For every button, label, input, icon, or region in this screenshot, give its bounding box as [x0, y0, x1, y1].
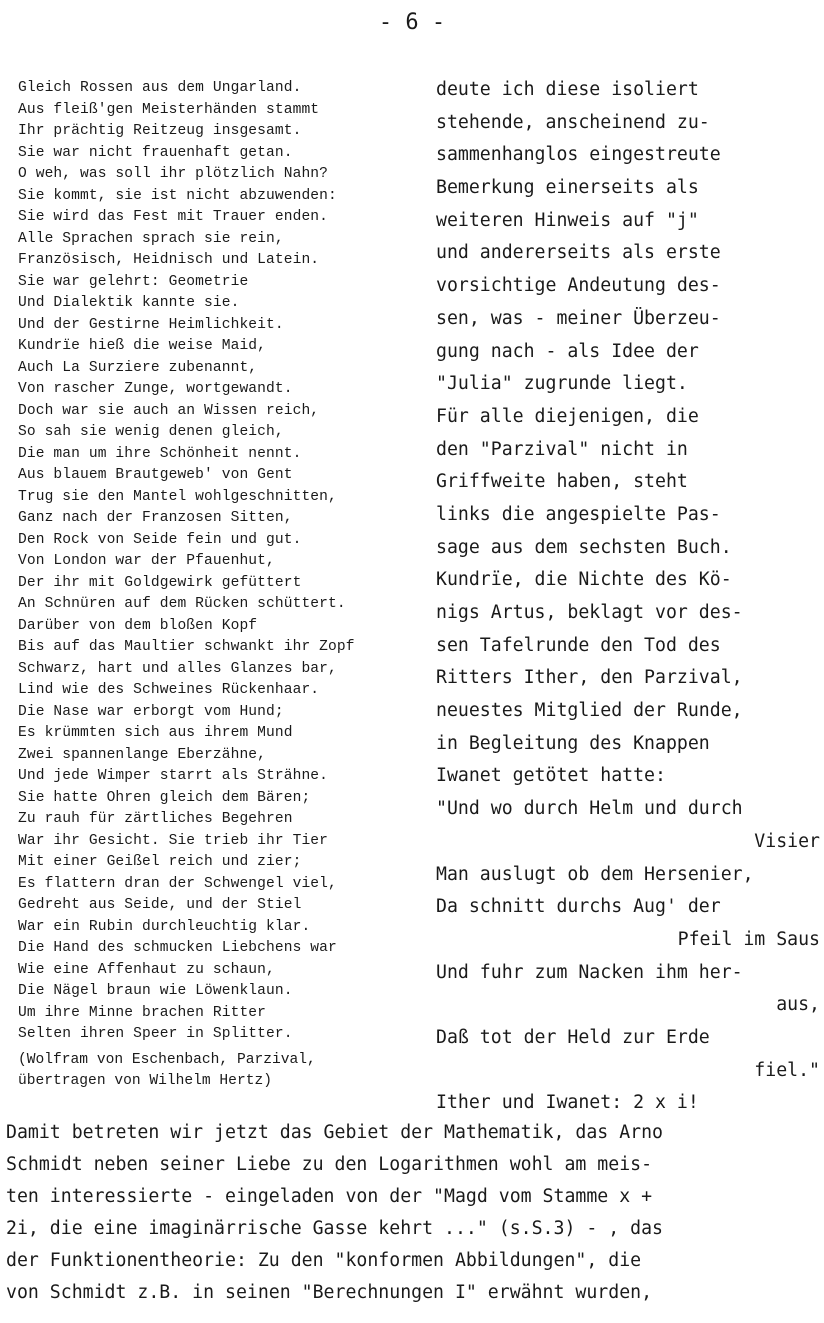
poem-line: Die Nase war erborgt vom Hund;	[18, 703, 284, 720]
poem-line: War ein Rubin durchleuchtig klar.	[18, 918, 311, 935]
poem-citation	[18, 1050, 430, 1092]
poem-line: Trug sie den Mantel wohlgeschnitten,	[18, 488, 337, 505]
commentary-line: vorsichtige Andeutung des-	[436, 275, 721, 297]
commentary-line: sammenhanglos eingestreute	[436, 144, 721, 166]
poem-line: Selten ihren Speer in Splitter.	[18, 1026, 293, 1042]
commentary-line: links die angespielte Pas-	[436, 503, 721, 525]
poem-line: War ihr Gesicht. Sie trieb ihr Tier	[18, 832, 329, 849]
poem-line: Zu rauh für zärtliches Begehren	[18, 811, 293, 827]
poem-line: Mit einer Geißel reich und zier;	[18, 854, 302, 870]
poem-line: Den Rock von Seide fein und gut.	[18, 531, 302, 548]
poem-line: Um ihre Minne brachen Ritter	[18, 1004, 267, 1021]
poem-line: Und Dialektik kannte sie.	[18, 295, 240, 311]
commentary-line: Bemerkung einerseits als	[436, 177, 699, 199]
commentary-line: neuestes Mitglied der Runde,	[436, 700, 743, 722]
commentary-column	[436, 74, 820, 1120]
body-line: von Schmidt z.B. in seinen "Berechnungen I" erwähnt wurden,	[6, 1282, 653, 1303]
commentary-line: "Julia" zugrunde liegt.	[436, 373, 688, 395]
commentary-line: weiteren Hinweis auf "j"	[436, 209, 699, 231]
poem-line: Aus blauem Brautgeweb' von Gent	[18, 467, 293, 483]
commentary-line: Visier	[754, 830, 820, 852]
poem-line: Von rascher Zunge, wortgewandt.	[18, 381, 293, 397]
poem-line: Es krümmten sich aus ihrem Mund	[18, 725, 293, 741]
commentary-line: Pfeil im Saus	[677, 928, 820, 950]
commentary-line: den "Parzival" nicht in	[436, 438, 688, 460]
poem-line: Gedreht aus Seide, und der Stiel	[18, 897, 302, 913]
poem-line: Aus fleiß'gen Meisterhänden stammt	[18, 101, 320, 118]
body-line: 2i, die eine imaginärrische Gasse kehrt ..." (s.S.3) - , das	[6, 1218, 663, 1239]
poem-line: Lind wie des Schweines Rückenhaar.	[18, 682, 320, 698]
body-line: ten interessierte - eingeladen von der "Magd vom Stamme x +	[6, 1186, 653, 1207]
poem-line: Schwarz, hart und alles Glanzes bar,	[18, 660, 337, 677]
poem-line: Sie war nicht frauenhaft getan.	[18, 144, 293, 161]
poem-line: Sie hatte Ohren gleich dem Bären;	[18, 789, 311, 806]
commentary-line: Ither und Iwanet: 2 x i!	[436, 1092, 699, 1114]
commentary-line: nigs Artus, beklagt vor des-	[436, 602, 743, 623]
poem-line: Sie kommt, sie ist nicht abzuwenden:	[18, 187, 337, 204]
commentary-line: sen Tafelrunde den Tod des	[436, 634, 721, 656]
commentary-line: Griffweite haben, steht	[436, 471, 688, 493]
poem-line: Gleich Rossen aus dem Ungarland.	[18, 80, 302, 96]
commentary-line: in Begleitung des Knappen	[436, 732, 710, 754]
poem-line: Die Nägel braun wie Löwenklaun.	[18, 983, 293, 999]
poem-column	[18, 78, 430, 1046]
commentary-line: "Und wo durch Helm und durch	[436, 798, 743, 820]
poem-line: An Schnüren auf dem Rücken schüttert.	[18, 596, 346, 612]
poem-line: So sah sie wenig denen gleich,	[18, 424, 284, 440]
poem-line: Von London war der Pfauenhut,	[18, 553, 275, 569]
poem-line: Die Hand des schmucken Liebchens war	[18, 940, 337, 956]
commentary-line: Daß tot der Held zur Erde	[436, 1026, 710, 1048]
poem-line: Bis auf das Maultier schwankt ihr Zopf	[18, 639, 355, 655]
poem-line: Und der Gestirne Heimlichkeit.	[18, 316, 284, 333]
body-line: Schmidt neben seiner Liebe zu den Logarithmen wohl am meis-	[6, 1154, 653, 1175]
poem-line: Kundrïe hieß die weise Maid,	[18, 338, 267, 354]
commentary-line: und andererseits als erste	[436, 242, 721, 264]
poem-line: Zwei spannenlange Eberzähne,	[18, 746, 267, 763]
commentary-line: Iwanet getötet hatte:	[436, 765, 666, 787]
commentary-line: Da schnitt durchs Aug' der	[436, 896, 721, 918]
commentary-line: Man auslugt ob dem Hersenier,	[436, 863, 754, 885]
commentary-line: Kundrïe, die Nichte des Kö-	[436, 569, 732, 591]
commentary-line: sen, was - meiner Überzeu-	[436, 307, 721, 329]
commentary-line: aus,	[776, 994, 820, 1016]
poem-line: Sie war gelehrt: Geometrie	[18, 273, 249, 290]
poem-line: O weh, was soll ihr plötzlich Nahn?	[18, 166, 329, 182]
body-paragraph	[6, 1117, 820, 1309]
body-line: Damit betreten wir jetzt das Gebiet der Mathematik, das Arno	[6, 1122, 663, 1143]
poem-line: Alle Sprachen sprach sie rein,	[18, 230, 284, 247]
body-line: der Funktionentheorie: Zu den "konformen Abbildungen", die	[6, 1250, 642, 1271]
poem-line: Der ihr mit Goldgewirk gefüttert	[18, 574, 302, 591]
poem-line: Auch La Surziere zubenannt,	[18, 359, 258, 376]
commentary-line: stehende, anscheinend zu-	[436, 111, 710, 133]
commentary-line: deute ich diese isoliert	[436, 79, 699, 100]
commentary-line: Ritters Ither, den Parzival,	[436, 667, 743, 689]
poem-line: Sie wird das Fest mit Trauer enden.	[18, 209, 329, 225]
poem-line: Wie eine Affenhaut zu schaun,	[18, 961, 275, 978]
poem-line: Ganz nach der Franzosen Sitten,	[18, 510, 293, 526]
commentary-line: gung nach - als Idee der	[436, 340, 699, 362]
poem-line: Darüber von dem bloßen Kopf	[18, 617, 258, 634]
commentary-line: Und fuhr zum Nacken ihm her-	[436, 961, 743, 983]
poem-line: Und jede Wimper starrt als Strähne.	[18, 768, 329, 784]
citation-line: übertragen von Wilhelm Hertz)	[18, 1073, 272, 1089]
page-number: - 6 -	[378, 10, 446, 35]
poem-line: Die man um ihre Schönheit nennt.	[18, 445, 302, 462]
citation-line: (Wolfram von Eschenbach, Parzival,	[18, 1052, 316, 1068]
poem-line: Französisch, Heidnisch und Latein.	[18, 252, 320, 268]
commentary-line: sage aus dem sechsten Buch.	[436, 536, 732, 558]
commentary-line: fiel."	[754, 1059, 820, 1081]
poem-line: Doch war sie auch an Wissen reich,	[18, 402, 320, 419]
poem-line: Es flattern dran der Schwengel viel,	[18, 875, 337, 892]
commentary-line: Für alle diejenigen, die	[436, 405, 699, 427]
poem-line: Ihr prächtig Reitzeug insgesamt.	[18, 123, 302, 139]
